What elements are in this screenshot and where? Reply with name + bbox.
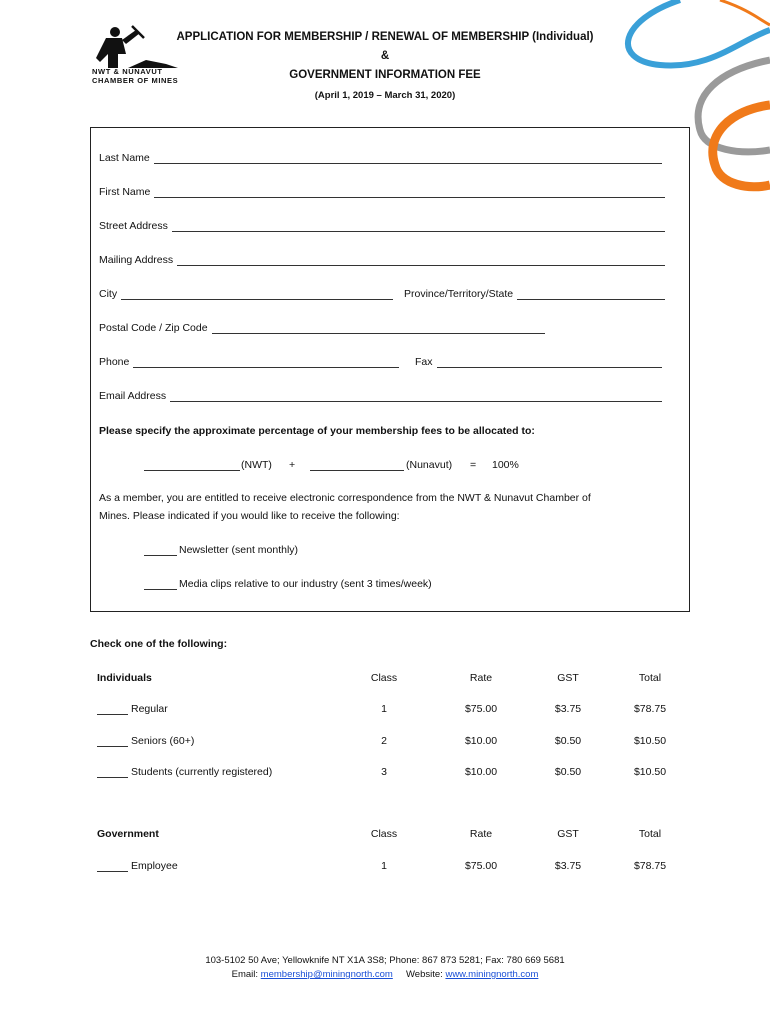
province-label: Province/Territory/State [404,288,514,300]
mailing-address-field[interactable] [99,254,665,266]
newsletter-checkbox[interactable] [144,544,177,556]
email-label: Email Address [99,390,167,402]
individuals-col-total: Total [638,672,662,684]
row-gst: $0.50 [554,735,582,747]
first-name-field[interactable] [99,186,665,198]
newsletter-label: Newsletter (sent monthly) [179,544,299,556]
row-rate: $75.00 [464,703,498,715]
row-class: 1 [381,703,387,715]
row-rate: $75.00 [464,860,498,872]
row-gst: $0.50 [554,766,582,778]
correspondence-text-line1: As a member, you are entitled to receive electronic correspondence from the NWT & Nunavut Chamber of [99,492,591,504]
total-percent: 100% [492,459,519,471]
date-range: (April 1, 2019 – March 31, 2020) [314,90,456,101]
last-name-label: Last Name [99,152,150,164]
media-clips-label: Media clips relative to our industry (sent 3 times/week) [179,578,432,590]
row-total: $10.50 [633,766,667,778]
city-field[interactable] [99,288,393,300]
row-rate: $10.00 [464,766,498,778]
individuals-heading: Individuals [97,672,152,684]
phone-label: Phone [99,356,130,368]
nwt-label: (NWT) [241,459,272,471]
fax-label: Fax [415,356,433,368]
government-col-rate: Rate [469,828,493,840]
row-class: 1 [381,860,387,872]
footer-contact [0,969,770,980]
row-label: Students (currently registered) [131,766,273,778]
allocation-prompt: Please specify the approximate percentage of your membership fees to be allocated to: [99,425,535,437]
website-prefix: Website: [406,969,443,980]
correspondence-text-line2: Mines. Please indicated if you would like to receive the following: [99,510,400,522]
row-total: $78.75 [633,703,667,715]
email-field[interactable] [99,390,662,402]
logo-text-line2: CHAMBER OF MINES [92,76,179,85]
website-link[interactable]: www.miningnorth.com [445,969,539,980]
email-prefix: Email: [231,969,259,980]
mailing-address-label: Mailing Address [99,254,174,266]
footer-address: 103-5102 50 Ave; Yellowknife NT X1A 3S8; Phone: 867 873 5281; Fax: 780 669 5681 [205,955,565,966]
row-class: 2 [381,735,387,747]
government-col-gst: GST [557,828,579,840]
equals-sign: = [470,459,477,471]
seniors-checkbox[interactable] [97,735,128,747]
fax-field[interactable] [415,356,662,368]
row-label: Seniors (60+) [131,735,195,747]
row-label: Regular [131,703,168,715]
nwt-percent-input[interactable] [144,459,240,471]
row-gst: $3.75 [554,703,582,715]
individuals-col-gst: GST [557,672,579,684]
row-class: 3 [381,766,387,778]
plus-sign: + [289,459,296,471]
phone-field[interactable] [99,356,399,368]
individuals-col-rate: Rate [469,672,493,684]
city-label: City [99,288,118,300]
title-ampersand: & [380,50,390,62]
government-col-class: Class [370,828,398,840]
street-address-field[interactable] [99,220,665,232]
email-link[interactable]: membership@miningnorth.com [260,969,393,980]
government-heading: Government [97,828,159,840]
row-label: Employee [131,860,178,872]
government-col-total: Total [638,828,662,840]
last-name-field[interactable] [99,152,662,164]
first-name-label: First Name [99,186,151,198]
nunavut-label: (Nunavut) [406,459,453,471]
street-address-label: Street Address [99,220,168,232]
row-total: $10.50 [633,735,667,747]
row-rate: $10.00 [464,735,498,747]
logo-text-line1: NWT & NUNAVUT [92,67,163,76]
row-gst: $3.75 [554,860,582,872]
individuals-col-class: Class [370,672,398,684]
province-field[interactable] [404,288,665,300]
postal-code-field[interactable] [99,322,545,334]
postal-code-label: Postal Code / Zip Code [99,322,208,334]
media-clips-checkbox[interactable] [144,578,177,590]
nunavut-percent-input[interactable] [310,459,404,471]
form-title: APPLICATION FOR MEMBERSHIP / RENEWAL OF MEMBERSHIP (Individual) [176,31,594,43]
check-heading: Check one of the following: [90,638,228,650]
row-total: $78.75 [633,860,667,872]
form-subtitle: GOVERNMENT INFORMATION FEE [289,69,481,81]
employee-checkbox[interactable] [97,860,128,872]
member-info-form [90,127,690,612]
students-checkbox[interactable] [97,766,128,778]
regular-checkbox[interactable] [97,703,128,715]
